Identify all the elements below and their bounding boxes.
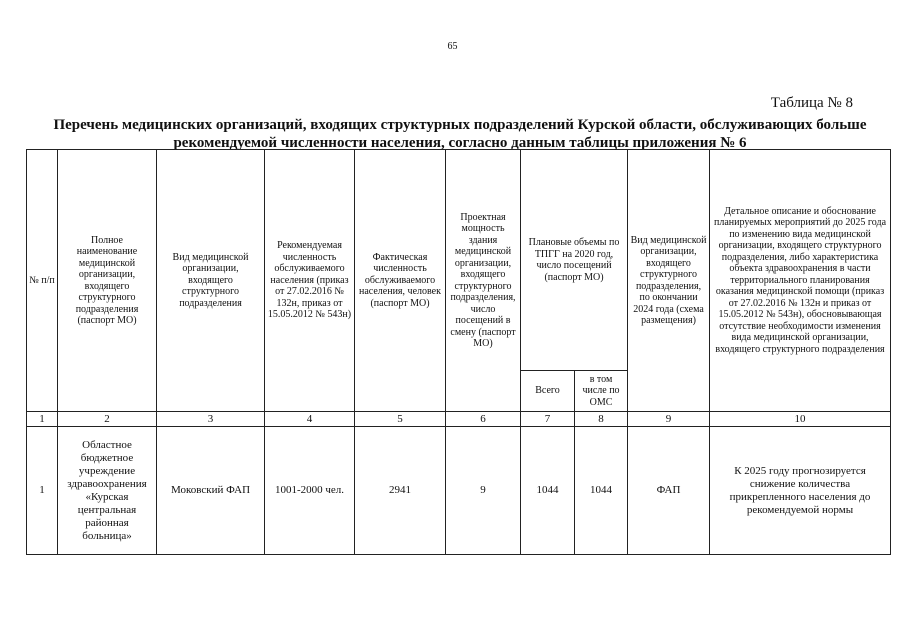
- col-number: 4: [265, 412, 355, 427]
- row-oms: 1044: [575, 427, 628, 555]
- table-label: Таблица № 8: [770, 95, 853, 111]
- page-number: 65: [447, 41, 458, 52]
- header-actual: Фактическая численность обслуживаемого населения, человек (паспорт МО): [355, 150, 446, 412]
- col-number: 10: [710, 412, 891, 427]
- col-number: 9: [628, 412, 710, 427]
- table-row: [27, 427, 891, 555]
- row-type-2024: ФАП: [628, 427, 710, 555]
- row-actual: 2941: [355, 427, 446, 555]
- document-title: [40, 116, 880, 152]
- col-number: 2: [58, 412, 157, 427]
- header-total: Всего: [521, 371, 575, 412]
- col-number: 1: [27, 412, 58, 427]
- header-num: № п/п: [27, 150, 58, 412]
- header-row: [27, 150, 891, 371]
- header-oms: в том числе по ОМС: [575, 371, 628, 412]
- title-line-2: рекомендуемой численности населения, согласно данным таблицы приложения № 6: [173, 135, 747, 151]
- row-capacity: 9: [446, 427, 521, 555]
- col-number: 7: [521, 412, 575, 427]
- column-numbers-row: [27, 412, 891, 427]
- title-line-1: Перечень медицинских организаций, входящих структурных подразделений Курской области, обслуживающих больше: [53, 117, 867, 133]
- row-num: 1: [27, 427, 58, 555]
- row-org-name: Областное бюджетное учреждение здравоохранения «Курская центральная районная больница»: [58, 427, 157, 555]
- header-org-name: Полное наименование медицинской организации, входящего структурного подразделения (паспорт МО): [58, 150, 157, 412]
- row-org-type: Моковский ФАП: [157, 427, 265, 555]
- header-org-type: Вид медицинской организации, входящего структурного подразделения: [157, 150, 265, 412]
- header-capacity: Проектная мощность здания медицинской организации, входящего структурного подразделения, число посещений в смену (паспорт МО): [446, 150, 521, 412]
- header-description: Детальное описание и обоснование планируемых мероприятий до 2025 года по изменению вида медицинской организации, входящего структурного подразделения, либо характеристика объекта здравоохранения в части территориального планирования оказания медицинской помощи (приказ от 27.02.2016 № 132н и приказ от 15.05.2012 № 543н), обосновывающая отсутствие необходимости изменения вида медицинской организации, входящего структурного подразделения: [710, 150, 891, 412]
- col-number: 8: [575, 412, 628, 427]
- col-number: 6: [446, 412, 521, 427]
- row-total: 1044: [521, 427, 575, 555]
- header-recommended: Рекомендуемая численность обслуживаемого населения (приказ от 27.02.2016 № 132н, приказ от 15.05.2012 № 543н): [265, 150, 355, 412]
- row-recommended: 1001-2000 чел.: [265, 427, 355, 555]
- col-number: 3: [157, 412, 265, 427]
- col-number: 5: [355, 412, 446, 427]
- row-description: К 2025 году прогнозируется снижение количества прикрепленного населения до рекомендуемой нормы: [710, 427, 891, 555]
- header-type-2024: Вид медицинской организации, входящего структурного подразделения, по окончании 2024 года (схема размещения): [628, 150, 710, 412]
- organizations-table: [26, 149, 891, 555]
- header-planned-volumes: Плановые объемы по ТПГГ на 2020 год, число посещений (паспорт МО): [521, 150, 628, 371]
